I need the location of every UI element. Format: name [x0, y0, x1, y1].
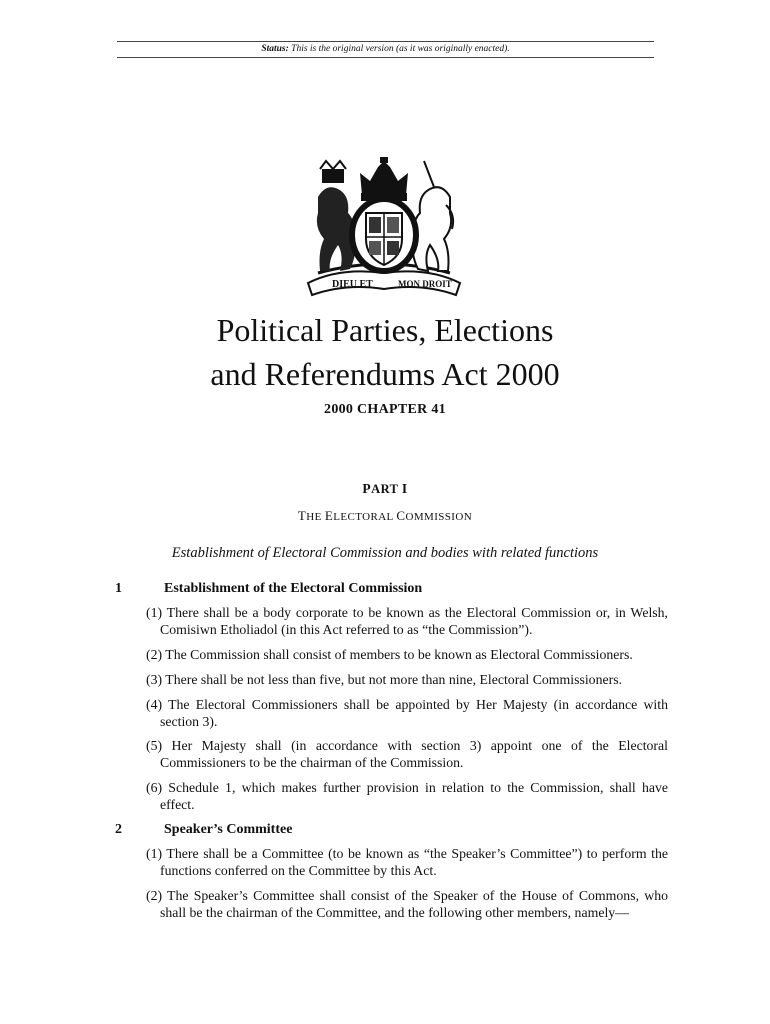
act-title-line-1: Political Parties, Elections	[216, 312, 554, 348]
status-bar	[117, 41, 654, 58]
subsection: (2) The Speaker’s Committee shall consist of the Speaker of the House of Commons, who shall be the chairman of the Committee, and the following other members, namely—	[146, 888, 668, 920]
section-number: 2	[115, 822, 122, 837]
subsection: (1) There shall be a Committee (to be known as “the Speaker’s Committee”) to perform the functions conferred on the Committee by this Act.	[146, 846, 668, 878]
chapter-number: 2000 CHAPTER 41	[324, 402, 446, 417]
part-title-rest: OMMISSION	[405, 511, 473, 523]
status-text: This is the original version (as it was originally enacted).	[291, 44, 510, 54]
part-label-num: I	[401, 481, 408, 496]
part-title-rest: HE	[306, 511, 325, 523]
part-title-cap: T	[297, 508, 307, 523]
subsection: (2) The Commission shall consist of members to be known as Electoral Commissioners.	[146, 647, 633, 662]
part-title-cap: E	[324, 508, 334, 523]
part-title-rest: LECTORAL	[333, 511, 397, 523]
crossheading: Establishment of Electoral Commission and bodies with related functions	[171, 545, 599, 561]
part-label-rest: ART	[371, 482, 399, 496]
section-title: Establishment of the Electoral Commission	[164, 581, 423, 596]
royal-coat-of-arms	[300, 155, 468, 301]
subsection: (3) There shall be not less than five, but not more than nine, Electoral Commissioners.	[146, 672, 623, 687]
part-label	[0, 481, 770, 497]
section-number: 1	[115, 581, 122, 596]
status-label: Status:	[261, 44, 289, 54]
subsection: (5) Her Majesty shall (in accordance with section 3) appoint one of the Electoral Commissioners to be the chairman of the Commission.	[146, 738, 668, 770]
motto-right: MON DROIT	[398, 279, 452, 289]
part-title	[0, 508, 770, 524]
subsection: (1) There shall be a body corporate to be known as the Electoral Commission or, in Welsh, Comisiwn Etholiadol (in this Act referred to as “the Commission”).	[146, 605, 668, 637]
part-title-cap: C	[396, 508, 406, 523]
motto-left: DIEU ET	[332, 279, 373, 290]
subsection: (6) Schedule 1, which makes further provision in relation to the Commission, shall have effect.	[146, 780, 668, 812]
part-label-first: P	[362, 481, 372, 496]
act-title	[0, 308, 770, 396]
section-title: Speaker’s Committee	[164, 822, 293, 837]
act-title-line-2: and Referendums Act 2000	[210, 356, 560, 392]
subsection: (4) The Electoral Commissioners shall be appointed by Her Majesty (in accordance with section 3).	[146, 697, 668, 729]
